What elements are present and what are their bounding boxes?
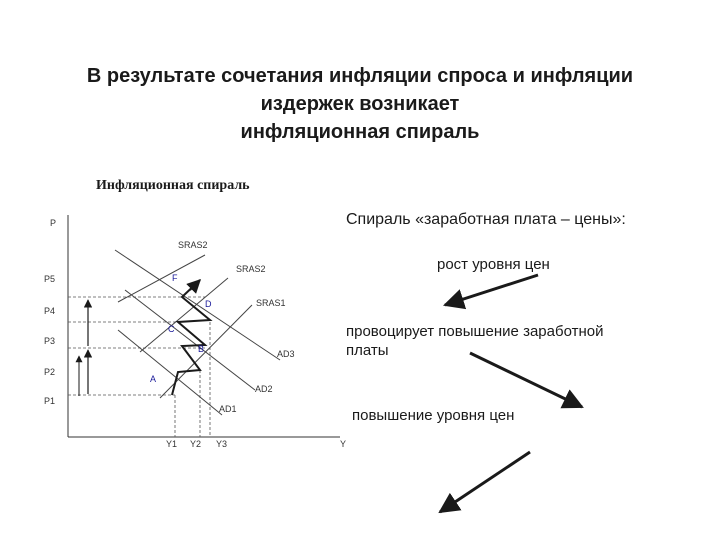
ad1-label: AD1 [219, 404, 237, 414]
y-axis-label: P [50, 218, 57, 228]
p5-label: P5 [44, 274, 56, 284]
point-d-label: D [205, 299, 212, 309]
y1-label: Y1 [166, 439, 178, 449]
p1-label: P1 [44, 396, 56, 406]
spiral-arrow-head [190, 280, 200, 290]
p4-label: P4 [44, 306, 56, 316]
sras2-partial-label: SRAS2 [236, 264, 266, 274]
point-b-label: B [198, 344, 205, 354]
spiral-heading: Спираль «заработная плата – цены»: [346, 211, 626, 228]
flow-arrow-3 [440, 452, 530, 512]
ad2-curve [125, 290, 255, 390]
ad3-label: AD3 [277, 349, 295, 359]
title-line-3: инфляционная спираль [240, 121, 480, 143]
sras2-partial-curve [140, 278, 228, 352]
sras1-label: SRAS1 [256, 298, 286, 308]
point-a-label: A [150, 374, 157, 384]
title-line-2: издержек возникает [260, 93, 460, 115]
step-wage-rise-line-2: платы [346, 342, 389, 359]
step-price-rise-again: повышение уровня цен [352, 407, 515, 424]
p3-label: P3 [44, 336, 56, 346]
diagram-caption: Инфляционная спираль [96, 178, 250, 193]
point-f-label: F [172, 273, 178, 283]
sras2-label: SRAS2 [178, 240, 208, 250]
y2-label: Y2 [190, 439, 202, 449]
sras1-curve [160, 305, 252, 398]
step-wage-rise [346, 322, 603, 360]
step-price-rise: рост уровня цен [437, 256, 550, 273]
flow-arrow-2 [470, 353, 582, 407]
title-line-1: В результате сочетания инфляции спроса и инфляции [86, 65, 634, 87]
p2-label: P2 [44, 367, 56, 377]
point-c-label: C [168, 324, 175, 334]
ad2-label: AD2 [255, 384, 273, 394]
y3-label: Y3 [216, 439, 228, 449]
step-wage-rise-line-1: провоцирует повышение заработной [346, 323, 604, 340]
x-axis-label: Y [340, 439, 347, 449]
ad1-curve [118, 330, 222, 415]
flow-arrow-1 [445, 275, 538, 305]
